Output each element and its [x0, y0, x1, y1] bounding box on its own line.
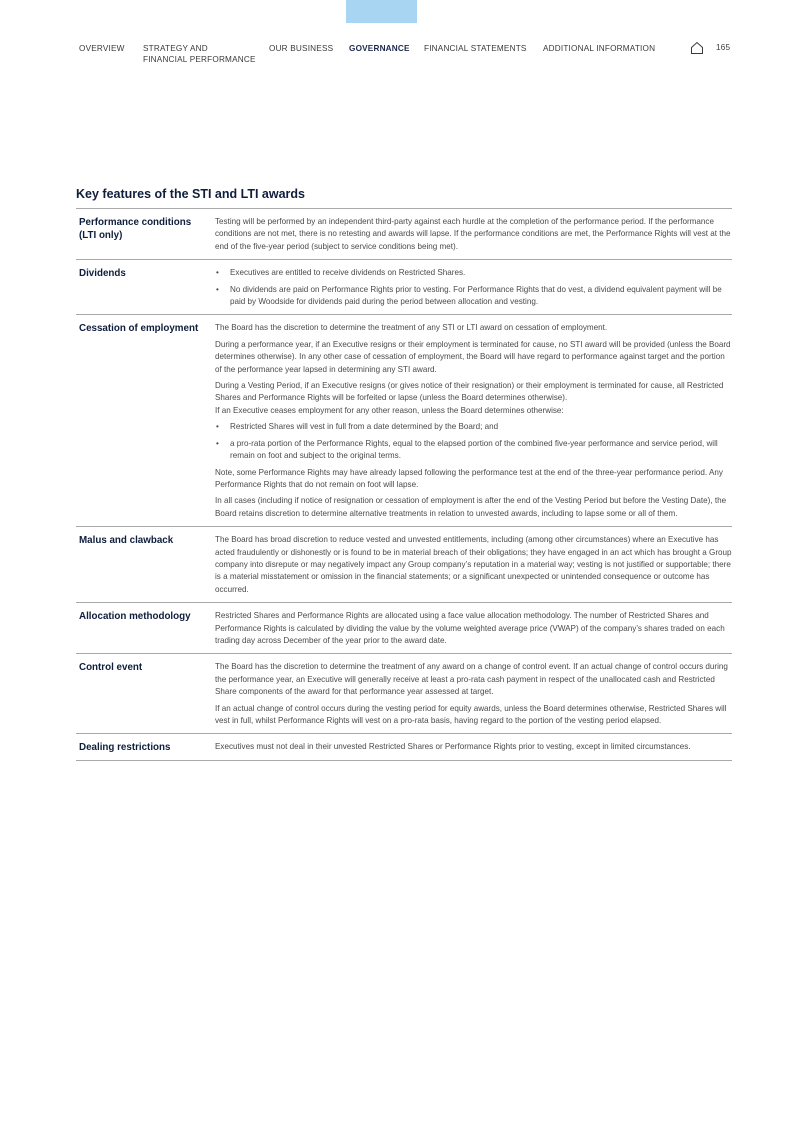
paragraph: Testing will be performed by an independent third-party against each hurdle at the completion of the performance period. If the performance conditions are not met, there is no retesting and awards will lapse. If the performance conditions are met, the Performance Rights will vest at the end of the five-year period (subject to service conditions being met).: [215, 217, 731, 251]
paragraph: The Board has the discretion to determine the treatment of any award on a change of control event. If an actual change of control occurs during the performance year, an Executive will generally receive at least a pro-rata cash payment in respect of the unallocated cash and Restricted Share components of the award for that performance year assessed at target.: [215, 662, 728, 697]
row-label: Allocation methodology: [79, 611, 191, 623]
paragraph: If an Executive ceases employment for any other reason, unless the Board determines otherwise:: [215, 405, 564, 415]
row-body: [215, 741, 732, 754]
row-label: Dealing restrictions: [79, 742, 171, 754]
paragraph: Restricted Shares and Performance Rights are allocated using a face value allocation methodology. The number of Restricted Shares and Performance Rights is calculated by dividing the value by the volume weighted average price (VWAP) of the company’s shares traded on each trading day across December of the year prior to the award date.: [215, 611, 725, 645]
list-item: • Executives are entitled to receive dividends on Restricted Shares.: [215, 267, 732, 279]
nav-our-business[interactable]: OUR BUSINESS: [269, 44, 334, 53]
bullet-icon: •: [216, 268, 219, 278]
row-malus-and-clawback: [76, 527, 732, 603]
row-performance-conditions: [76, 209, 732, 260]
paragraph: The Board has broad discretion to reduce vested and unvested entitlements, including (among other circumstances) where an Executive has acted fraudulently or dishonestly or is found to be in material breach of their obligations; they have engaged in an act which has brought a Group company into disrepute or may negatively impact any Group company’s reputation in a material way; vesting is not justified or supportable; there is a material misstatement or omission in the financial statements; or a significant unexpected or unintended consequence or outcome has occurred.: [215, 535, 732, 594]
paragraph: If an actual change of control occurs during the vesting period for equity awards, unless the Board determines otherwise, Restricted Shares will vest in full, whilst Performance Rights will vest on a pro-rata basis, having regard to the portion of the vesting period elapsed.: [215, 703, 727, 725]
row-dealing-restrictions: [76, 734, 732, 761]
nav-overview[interactable]: OVERVIEW: [79, 44, 125, 53]
bullet-icon: •: [216, 422, 219, 432]
home-icon[interactable]: [690, 41, 704, 55]
section-tab-marker: [346, 0, 417, 23]
row-label: Control event: [79, 662, 143, 674]
paragraph: The Board has the discretion to determine the treatment of any STI or LTI award on cessation of employment.: [215, 323, 608, 333]
bullet-icon: •: [216, 284, 219, 294]
nav-governance[interactable]: GOVERNANCE: [349, 44, 410, 53]
list-item: • No dividends are paid on Performance Rights prior to vesting. For Performance Rights that do vest, a dividend equivalent payment will be paid by Woodside for dividends paid during the period between allocation and vesting.: [216, 284, 722, 307]
row-allocation-methodology: [76, 603, 732, 654]
paragraph: Note, some Performance Rights may have already lapsed following the performance test at the end of the three-year performance period. Any Performance Rights that do not remain on foot will lapse.: [215, 467, 723, 489]
row-body: [215, 322, 732, 520]
paragraph: During a performance year, if an Executive resigns or their employment is terminated for cause, no STI award will be provided (unless the Board determines otherwise). In any other case of cessation of employment, the Board will have regard to performance against target and the portion of the performance year lapsed in determining any STI award.: [215, 339, 731, 374]
row-label: Cessation of employment: [79, 323, 199, 335]
nav-strategy-financial-performance[interactable]: STRATEGY AND FINANCIAL PERFORMANCE: [143, 44, 256, 64]
paragraph: In all cases (including if notice of resignation or cessation of employment is after the end of the Vesting Period but before the Vesting Date), the Board retains discretion to determine alternative treatments in relation to unvested awards, including to lapse some or all of them.: [215, 496, 727, 518]
nav-financial-statements[interactable]: FINANCIAL STATEMENTS: [424, 44, 527, 53]
bullet-list: [215, 267, 732, 308]
section-title: Key features of the STI and LTI awards: [76, 187, 305, 201]
row-label: Performance conditions (LTI only): [79, 217, 192, 241]
row-body: [215, 610, 732, 647]
row-dividends: [76, 260, 732, 315]
bullet-list: [215, 421, 732, 462]
row-label: Malus and clawback: [79, 535, 174, 547]
nav-additional-information[interactable]: ADDITIONAL INFORMATION: [543, 44, 656, 53]
row-body: [215, 661, 732, 727]
row-cessation-of-employment: [76, 315, 732, 527]
paragraph: During a Vesting Period, if an Executive resigns (or gives notice of their resignation) or their employment is terminated for cause, all Restricted Shares and Performance Rights will be forfeited or lapse (unless the Board determines otherwise).: [215, 381, 724, 403]
page-number: 165: [716, 43, 731, 52]
features-table: [76, 208, 732, 761]
row-label: Dividends: [79, 268, 126, 280]
paragraph: Executives must not deal in their unvested Restricted Shares or Performance Rights prior to vesting, except in limited circumstances.: [215, 742, 691, 752]
row-control-event: [76, 654, 732, 734]
row-body: [215, 216, 732, 253]
top-navigation: [0, 43, 793, 73]
row-body: [215, 534, 732, 596]
list-item: • a pro-rata portion of the Performance Rights, equal to the elapsed portion of the combined five-year performance and service period, will remain on foot and subject to the original terms.: [216, 438, 718, 461]
bullet-icon: •: [216, 438, 219, 448]
row-body: [215, 267, 732, 308]
list-item: • Restricted Shares will vest in full from a date determined by the Board; and: [215, 421, 732, 433]
